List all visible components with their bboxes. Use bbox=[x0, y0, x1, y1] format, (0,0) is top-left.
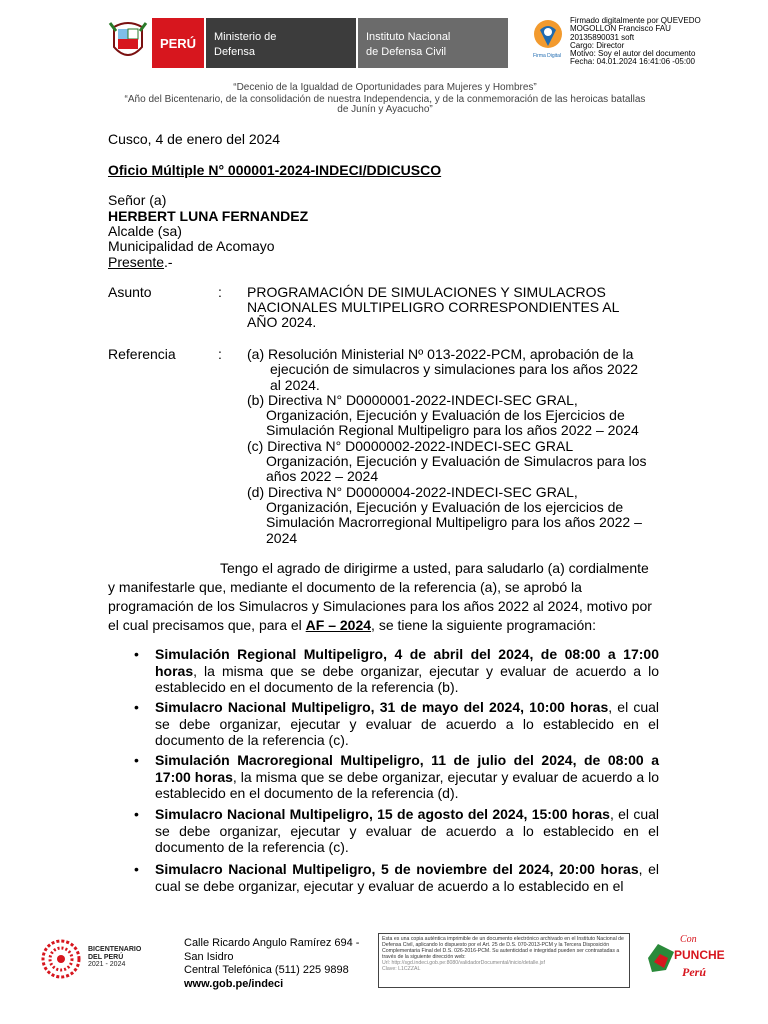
af-2024: AF – 2024 bbox=[305, 617, 372, 633]
recipient-role: Alcalde (sa) bbox=[108, 223, 182, 239]
signature-block: Firmado digitalmente por QUEVEDO MOGOLLON Francisco FAU 20135890031 soft Cargo: Director Motivo: Soy el autor del documento Fecha: 04.01.2024 16:41:06 -05:00 bbox=[570, 16, 701, 67]
references-list: (a) Resolución Ministerial Nº 013-2022-PCM, aprobación de la ejecución de simulacros y simulaciones para los años 2022 al 2024. (b) Directiva N° D0000001-2022-INDECI-SEC GRAL, Organización, Ejecución y Evaluación de los Ejercicios de Simulación Regional Multipeligro para los años 2022 – 2024 (c) Directiva N° D0000002-2022-INDECI-SEC GRAL Organización, Ejecución y Evaluación de Simulacros para los años 2022 – 2024 (d) Directiva N° D0000004-2022-INDECI-SEC GRAL, Organización, Ejecución y Evaluación de los ejercicios de Simulación Macrorregional Multipeligro para los años 2022 – 2024 bbox=[247, 346, 647, 546]
bullet-icon: • bbox=[134, 806, 139, 822]
bicentenario-logo-icon bbox=[40, 938, 82, 980]
bicentenario-label: BICENTENARIO DEL PERÚ 2021 - 2024 bbox=[88, 946, 142, 968]
slogan-bicentenario-cont: de Junín y Ayacucho” bbox=[337, 104, 433, 115]
bullet-icon: • bbox=[134, 646, 139, 662]
referencia-label: Referencia bbox=[108, 346, 176, 362]
schedule-item-4: Simulacro Nacional Multipeligro, 15 de agosto del 2024, 15:00 horas, el cual se debe organizar, ejecutar y evaluar de acuerdo a lo establecido en el documento de la referencia (c). bbox=[155, 806, 660, 855]
recipient-org: Municipalidad de Acomayo bbox=[108, 238, 275, 254]
footer-website-link[interactable]: www.gob.pe/indeci bbox=[184, 977, 284, 990]
slogan-bicentenario: “Año del Bicentenario, de la consolidación de nuestra Independencia, y de la conmemoración de las heroicas batallas bbox=[124, 94, 646, 105]
verification-key: Clave: L1CZZAL bbox=[382, 966, 421, 972]
firma-digital-label: Firma Digital bbox=[533, 53, 562, 59]
body-paragraph: Tengo el agrado de dirigirme a usted, para saludarlo (a) cordialmente y manifestarle que, mediante el documento de la referencia (a), se aprobó la programación de los Simulacros y Simulaciones para los años 2022 al 2024, motivo por el cual precisamos que, para el AF – 2024, se tiene la siguiente programación: bbox=[108, 560, 652, 633]
letter-date: Cusco, 4 de enero del 2024 bbox=[108, 131, 281, 147]
recipient-name: HERBERT LUNA FERNANDEZ bbox=[108, 208, 309, 224]
peru-coat-of-arms-icon bbox=[108, 17, 148, 65]
slogan-decenio: “Decenio de la Igualdad de Oportunidades para Mujeres y Hombres” bbox=[233, 82, 537, 93]
asunto-colon: : bbox=[218, 284, 222, 300]
reference-a: (a) Resolución Ministerial Nº 013-2022-PCM, aprobación de la bbox=[247, 346, 634, 362]
presente: Presente.- bbox=[108, 254, 173, 270]
asunto-label: Asunto bbox=[108, 284, 152, 300]
bullet-icon: • bbox=[134, 861, 139, 877]
schedule-item-5: Simulacro Nacional Multipeligro, 5 de noviembre del 2024, 20:00 horas, el cual se debe organizar, ejecutar y evaluar de acuerdo a lo establecido en el bbox=[155, 861, 659, 894]
oficio-number: Oficio Múltiple N° 000001-2024-INDECI/DDICUSCO bbox=[108, 162, 442, 178]
salutation: Señor (a) bbox=[108, 192, 167, 208]
peru-brand: PERÚ bbox=[152, 18, 204, 68]
logo-punche-text: PUNCHE bbox=[674, 948, 725, 962]
reference-c: (c) Directiva N° D0000002-2022-INDECI-SEC GRAL bbox=[247, 437, 574, 454]
institute-label: Instituto Nacional de Defensa Civil bbox=[358, 18, 508, 68]
reference-b: (b) Directiva N° D0000001-2022-INDECI-SEC GRAL, bbox=[247, 391, 578, 408]
ministry-label: Ministerio de Defensa bbox=[206, 18, 356, 68]
bullet-icon: • bbox=[134, 752, 139, 768]
con-punche-peru-logo-icon bbox=[644, 928, 726, 988]
schedule-item-1: Simulación Regional Multipeligro, 4 de abril del 2024, de 08:00 a 17:00 horas, la misma que se debe organizar, ejecutar y evaluar de acuerdo a lo establecido en el documento de la referencia (b). bbox=[155, 646, 659, 695]
bullet-icon: • bbox=[134, 699, 139, 715]
schedule-item-2: Simulacro Nacional Multipeligro, 31 de mayo del 2024, 10:00 horas, el cual se debe organizar, ejecutar y evaluar de acuerdo a lo establecido en el documento de la referencia (c). bbox=[155, 699, 660, 748]
verification-url[interactable]: Url: http://sgd.indeci.gob.pe:8080/validadorDocumental/inicio/detalle.jsf bbox=[382, 960, 545, 966]
schedule-item-3: Simulación Macroregional Multipeligro, 11 de julio del 2024, de 08:00 a 17:00 horas, la misma que se debe organizar, ejecutar y evaluar de acuerdo a lo establecido en el documento de la referencia (d). bbox=[155, 752, 659, 801]
logo-con-text: Con bbox=[680, 934, 697, 945]
footer-address: Calle Ricardo Angulo Ramírez 694 - San Isidro Central Telefónica (511) 225 9898 www.gob.pe/indeci bbox=[184, 937, 360, 990]
reference-d: (d) Directiva N° D0000004-2022-INDECI-SEC GRAL, bbox=[247, 483, 578, 500]
referencia-colon: : bbox=[218, 346, 222, 362]
verification-box: Esta es una copia auténtica imprimible de un documento electrónico archivado en el Instituto Nacional de Defensa Civil, aplicando lo dispuesto por el Art. 25 de D.S. 070-2013-PCM y la Tercera Disposición Complementaria Final del D.S. 026-2016-PCM. Su autenticidad e integridad pueden ser contrastadas a través de la siguiente dirección web: Url: http://sgd.indeci.gob.pe:8080/validadorDocumental/inicio/detalle.jsf Clave: L1CZZAL bbox=[378, 933, 630, 988]
digital-signature-icon bbox=[533, 18, 563, 50]
logo-peru-text: Perú bbox=[682, 965, 706, 979]
asunto-text: PROGRAMACIÓN DE SIMULACIONES Y SIMULACROS NACIONALES MULTIPELIGRO CORRESPONDIENTES AL AÑO 2024. bbox=[247, 284, 620, 330]
